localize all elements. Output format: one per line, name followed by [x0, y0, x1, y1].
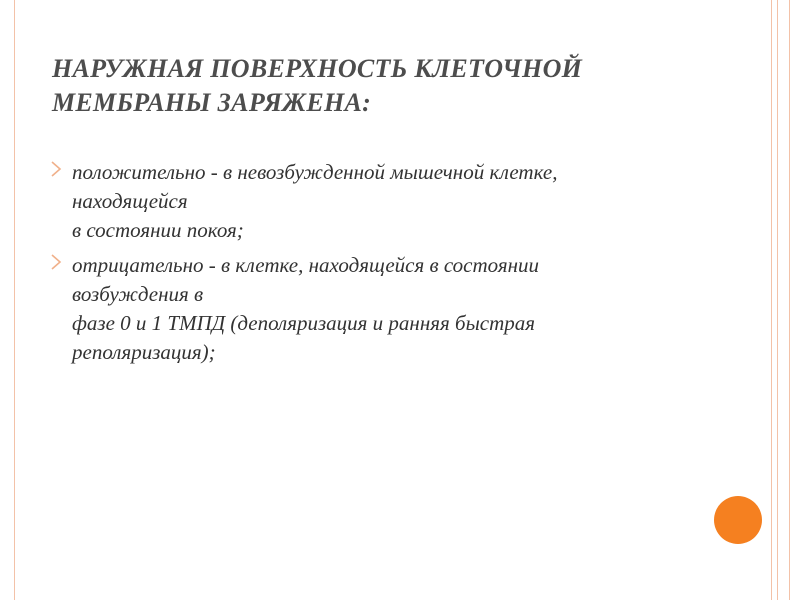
- hollow-diamond-icon: [50, 161, 62, 177]
- bullet-text-line: в состоянии покоя;: [72, 218, 244, 242]
- bullet-text-line: возбуждения в: [72, 282, 204, 306]
- bullet-text-line: отрицательно - в клетке, находящейся в состоянии: [72, 253, 540, 277]
- title-line: МЕМБРАНЫ ЗАРЯЖЕНА:: [52, 88, 372, 117]
- slide-title: [52, 52, 742, 120]
- title-line: НАРУЖНАЯ ПОВЕРХНОСТЬ КЛЕТОЧНОЙ: [52, 54, 583, 83]
- bullet-text-line: положительно - в невозбужденной мышечной клетке,: [72, 160, 558, 184]
- bullet-text-line: находящейся: [72, 189, 188, 213]
- frame-line-right-middle: [777, 0, 778, 600]
- frame-line-left: [14, 0, 15, 600]
- bullet-list: [50, 158, 740, 373]
- bullet-text-line: реполяризация);: [72, 340, 216, 364]
- decorative-orange-circle: [714, 496, 762, 544]
- bullet-item-negative: [50, 251, 740, 367]
- hollow-diamond-icon: [50, 254, 62, 270]
- frame-line-right-outer: [789, 0, 790, 600]
- bullet-item-positive: [50, 158, 740, 245]
- frame-line-right-inner: [771, 0, 772, 600]
- bullet-text-line: фазе 0 и 1 ТМПД (деполяризация и ранняя быстрая: [72, 311, 536, 335]
